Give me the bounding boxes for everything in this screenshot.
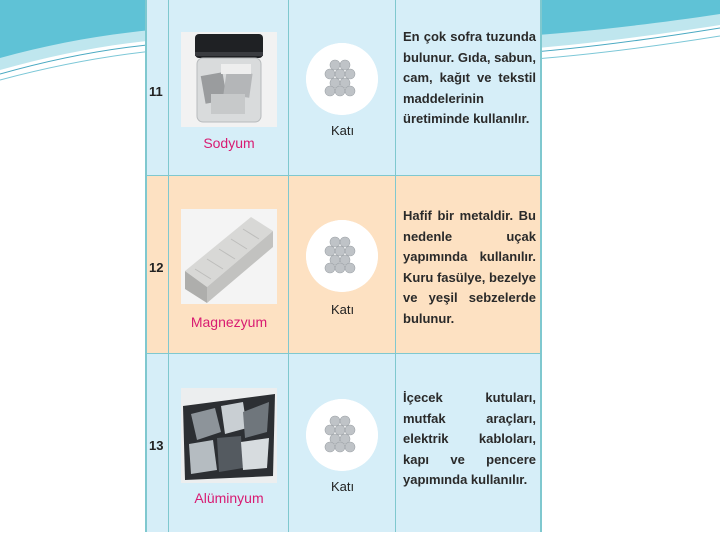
description-cell [396, 176, 540, 353]
element-name: Magnezyum [190, 314, 268, 330]
state-label: Katı [330, 123, 355, 138]
magnesium-bar-image [181, 209, 277, 304]
description-cell [396, 0, 540, 175]
element-description: Hafif bir metaldir. Bu nedenle uçak yapımında kullanılır. Kuru fasülye, bezelye ve yeşil sebzelerde bulunur. [403, 208, 536, 326]
sodium-jar-image [181, 32, 277, 127]
table-row [147, 0, 540, 176]
description-cell [396, 354, 540, 532]
element-description: İçecek kutuları, mutfak araçları, elektrik kabloları, kapı ve pencere yapımında kullanılır. [403, 390, 536, 487]
row-number: 11 [149, 84, 163, 99]
row-number-cell [147, 0, 169, 175]
row-number-cell [147, 176, 169, 353]
solid-particles-icon [306, 43, 378, 115]
state-label: Katı [330, 479, 355, 494]
table-row [147, 354, 540, 532]
element-image-cell [169, 0, 289, 175]
state-cell [289, 354, 396, 532]
solid-particles-icon [306, 220, 378, 292]
table-row [147, 176, 540, 354]
state-cell [289, 0, 396, 175]
element-image-cell [169, 176, 289, 353]
elements-table [145, 0, 542, 532]
element-name: Sodyum [203, 135, 255, 151]
row-number: 13 [149, 438, 164, 453]
element-image-cell [169, 354, 289, 532]
state-cell [289, 176, 396, 353]
element-name: Alüminyum [194, 490, 264, 506]
element-description: En çok sofra tuzunda bulunur. Gıda, sabun, cam, kağıt ve tekstil maddelerinin üretiminde kullanılır. [403, 29, 536, 126]
aluminium-scrap-image [181, 388, 277, 483]
solid-particles-icon [306, 399, 378, 471]
row-number-cell [147, 354, 169, 532]
row-number: 12 [149, 260, 164, 275]
state-label: Katı [330, 302, 355, 317]
